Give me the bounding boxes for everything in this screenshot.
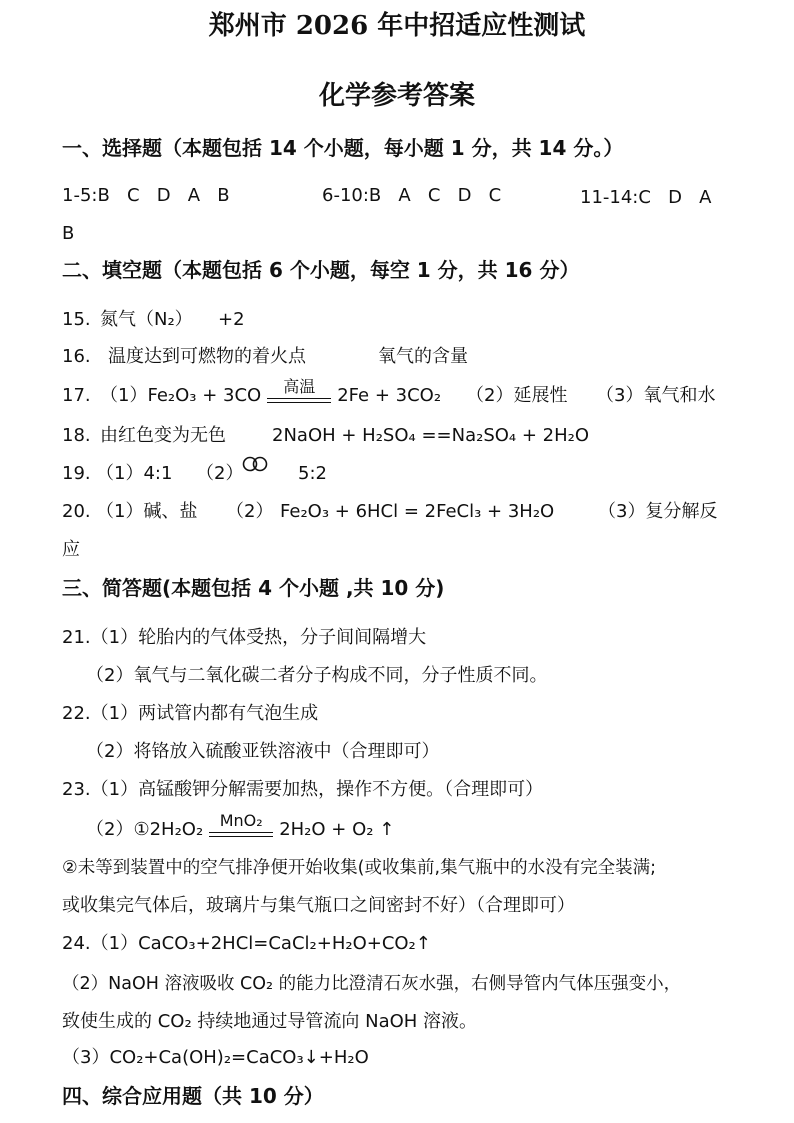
page-subtitle: 化学参考答案 (318, 81, 475, 111)
q21-part1: 21.（1）轮胎内的气体受热，分子间间隔增大 (62, 627, 427, 648)
q23-part2-left: （2）①2H₂O₂ (86, 819, 204, 840)
q19-part2-extra: 5:2 (298, 463, 327, 484)
q15-number: 15. (62, 309, 91, 330)
q19-number: 19. (62, 463, 91, 484)
q23-condition-label: MnO₂ (219, 811, 263, 830)
q23-condition-bar-bottom (209, 836, 273, 837)
q21-part2: （2）氧气与二氧化碳二者分子构成不同，分子性质不同。 (86, 665, 548, 686)
q17-part3: （3）氧气和水 (596, 385, 716, 406)
q23-part2-right: 2H₂O + O₂ ↑ (279, 819, 395, 840)
q15-answer-2: +2 (218, 309, 245, 330)
section-3-heading: 三、简答题(本题包括 4 个小题 ,共 10 分) (62, 576, 445, 600)
q24-part1: 24.（1）CaCO₃+2HCl=CaCl₂+H₂O+CO₂↑ (62, 933, 431, 954)
o2-molecule-icon (240, 454, 272, 476)
q22-part1: 22.（1）两试管内都有气泡生成 (62, 703, 319, 724)
q23-reaction-condition (209, 811, 273, 841)
q23-part2 (86, 811, 395, 842)
q17-part1-label: （1） (100, 385, 148, 406)
q23-part1: 23.（1）高锰酸钾分解需要加热，操作不方便。（合理即可） (62, 779, 544, 800)
q16-answer-1: 温度达到可燃物的着火点 (108, 346, 306, 367)
section-2-heading: 二、填空题（本题包括 6 个小题，每空 1 分，共 16 分） (62, 258, 580, 282)
q17-condition-label: 高温 (283, 377, 316, 396)
q20-number: 20. (62, 501, 91, 522)
page-title: 郑州市 2026 年中招适应性测试 (208, 11, 586, 41)
q23-condition-bar-top (209, 832, 273, 833)
answers-1-5: 1-5:B C D A B (62, 185, 230, 206)
q18-answer-1: 由红色变为无色 (100, 425, 226, 446)
q24-part2-line2: 致使生成的 CO₂ 持续地通过导管流向 NaOH 溶液。 (62, 1011, 478, 1032)
answers-11-14-wrap: B (62, 223, 75, 244)
q17-part1 (100, 377, 442, 408)
q17-condition-bar-bottom (267, 402, 331, 403)
section-4-heading: 四、综合应用题（共 10 分） (62, 1084, 324, 1108)
q19-part2-label: （2） (196, 463, 244, 484)
q20-part3-wrap: 应 (62, 539, 80, 560)
q23-part2-line2: ②未等到装置中的空气排净便开始收集(或收集前,集气瓶中的水没有完全装满; (62, 858, 656, 878)
q24-part2-line1: （2）NaOH 溶液吸收 CO₂ 的能力比澄清石灰水强，右侧导管内气体压强变小， (62, 974, 682, 994)
q17-reaction-condition (267, 377, 331, 407)
q17-part2: （2）延展性 (466, 385, 568, 406)
q23-part2-line3: 或收集完气体后，玻璃片与集气瓶口之间密封不好）（合理即可） (62, 895, 575, 916)
q17-equation-left: Fe₂O₃ + 3CO (147, 385, 262, 406)
q17-condition-bar-top (267, 398, 331, 399)
q18-number: 18. (62, 425, 91, 446)
q17-number: 17. (62, 385, 91, 406)
q16-answer-2: 氧气的含量 (378, 346, 468, 367)
q20-part3: （3）复分解反 (598, 501, 718, 522)
section-1-heading: 一、选择题（本题包括 14 个小题，每小题 1 分，共 14 分。） (62, 136, 624, 160)
answers-11-14: 11-14:C D A (580, 187, 712, 208)
q17-equation-right: 2Fe + 3CO₂ (337, 385, 442, 406)
q22-part2: （2）将铬放入硫酸亚铁溶液中（合理即可） (86, 741, 440, 762)
q18-equation: 2NaOH + H₂SO₄ ==Na₂SO₄ + 2H₂O (272, 425, 590, 446)
q20-part1: （1）碱、盐 (96, 501, 198, 522)
q16-number: 16. (62, 346, 91, 367)
q20-part2-label: （2） (226, 501, 274, 522)
q24-part3: （3）CO₂+Ca(OH)₂=CaCO₃↓+H₂O (62, 1047, 369, 1068)
q20-part2-equation: Fe₂O₃ + 6HCl = 2FeCl₃ + 3H₂O (280, 501, 555, 522)
q15-answer-1: 氮气（N₂） (100, 309, 193, 330)
answers-6-10: 6-10:B A C D C (322, 185, 502, 206)
q19-part1: （1）4:1 (96, 463, 173, 484)
